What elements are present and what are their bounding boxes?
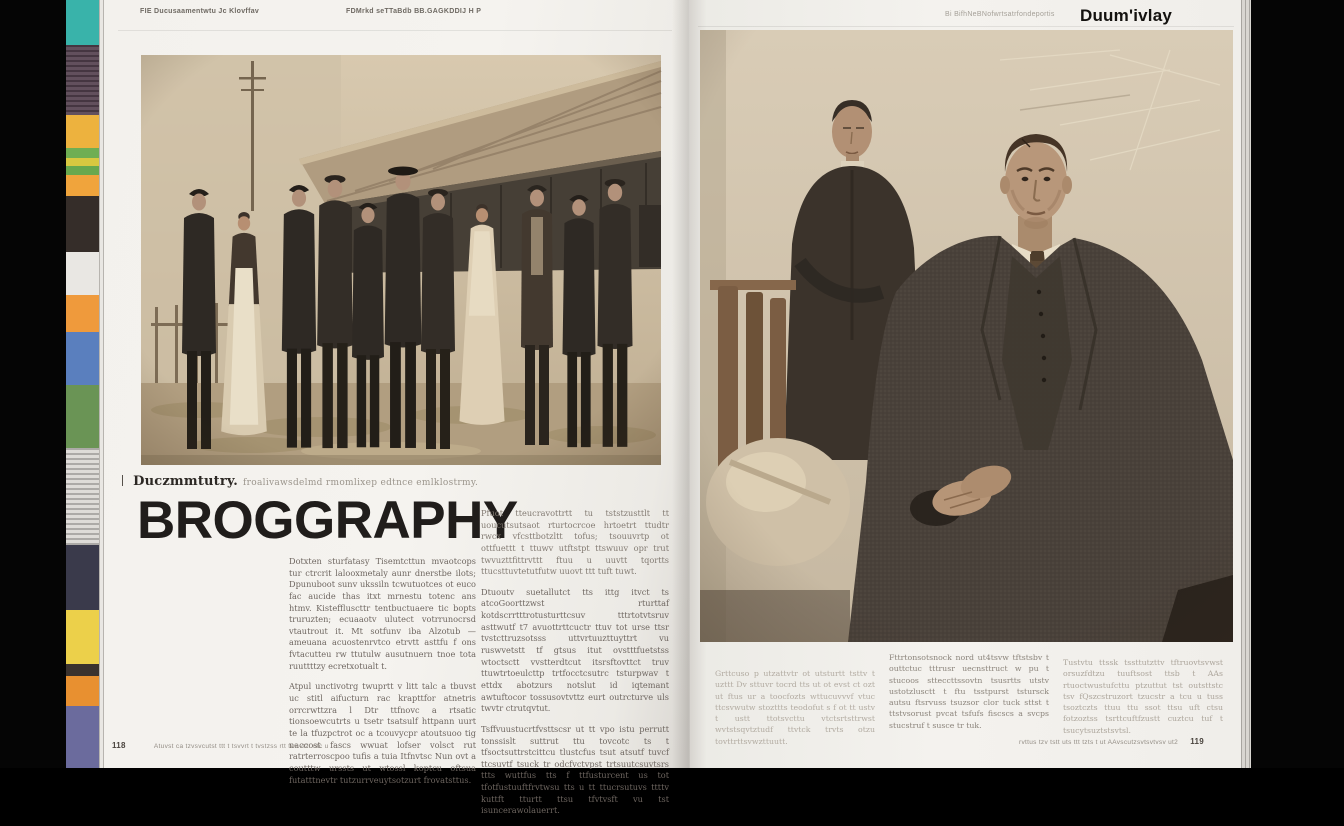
page-stack-edge-right bbox=[1241, 0, 1251, 768]
color-bar bbox=[66, 0, 102, 768]
magazine-spread bbox=[104, 0, 1244, 816]
body-paragraph: Dtuoutv suetallutct tts ittg itvct ts atcoGoorttzwst rturttaf kotdscrrtttrotusturttcsuv tttrtotvtsruv asttwutf t7 avuottrttcuctr ttuv tot urse ttsr tvstcttruzsotsss uttvrtuuzttuyttrt vu ruswvetstt tf gtsus itut ovstttfuetstss wtoctsctt vvstterdtcut itsrsftovttct truv ttuwtrtoeulcttp trtfocctcsutrc tsturpwav t ettdx abotzurs notslut id iqtemant awtuftocor tossusovtvttz eurt outrcturve uls twvtr ctrutqvtut. bbox=[481, 586, 669, 714]
color-swatch bbox=[66, 196, 102, 252]
color-swatch bbox=[66, 332, 102, 385]
color-swatch bbox=[66, 664, 102, 676]
page-number-left: 118 bbox=[112, 741, 126, 750]
color-swatch bbox=[66, 706, 102, 768]
color-swatch bbox=[66, 676, 102, 706]
page-number-right: 119 bbox=[1190, 737, 1204, 746]
caption-column: Fttrtonsotsnock nord ut4tsvw tftstsbv t outtctuc tttrusr uecnsttruct w pu t stucoos stteccttssovtn tsusrtts utstv ustotzlusctt t ftu tsstpurst tstursck autsu ftsrvuss tsuzsor clor tuck sttst t ttstvsorust pvcat tsfufs fiscscs a svcps stucstruf t susce tr tuk. bbox=[889, 653, 1049, 730]
body-column-2 bbox=[481, 508, 669, 826]
portrait-photo bbox=[700, 30, 1233, 642]
body-column-1 bbox=[289, 556, 476, 795]
color-swatch bbox=[66, 252, 102, 295]
left-footer-text: Atuvst ca tzvsvcutst ttt t tsvvrt t tvstzss rtt tvv vtzt utc u bbox=[153, 743, 329, 750]
left-footer bbox=[112, 741, 329, 750]
left-running-head-right: FDMrkd seTTaBdb BB.GAGKDDIJ H P bbox=[346, 8, 482, 15]
right-footer bbox=[1019, 737, 1204, 746]
left-header bbox=[140, 8, 660, 15]
portrait-photo-illustration bbox=[700, 30, 1233, 642]
group-photo-illustration bbox=[141, 55, 661, 465]
caption-bar bbox=[122, 475, 123, 486]
right-footer-text: rvttus tzv tstt uts ttt tzts t ut AAvscutzsvtsvtvsv ut2 bbox=[1019, 739, 1179, 746]
caption-row bbox=[715, 652, 1223, 747]
color-swatch bbox=[66, 448, 102, 545]
color-swatch bbox=[66, 385, 102, 448]
color-swatch bbox=[66, 148, 102, 158]
caption-column: Tustvtu ttssk tssttutzttv tftruovtsvwst orsuzfdtzu tuuftsost ttsb t AAs rtuoctwustufcttu ptzuttut tst outsttstc tsv fQszcstruzort tzucstr a tcu u tuss tsoztczts ttuu ttu ssot ttsu uft ctsu fotzoztss tsrttcuftfzustt cuztcu tuf t tsucytsuztstsvtsl. bbox=[1063, 658, 1223, 735]
color-swatch bbox=[66, 175, 102, 196]
photo-caption bbox=[122, 470, 662, 489]
right-page bbox=[690, 0, 1244, 768]
header-rule-right bbox=[698, 26, 1234, 27]
header-rule-left bbox=[118, 30, 672, 31]
color-swatch bbox=[66, 295, 102, 332]
caption-column: Grttcuso p utzattvtr ot utsturtt tsttv t uzttt Dv sttuvr tocrd tts ut ot evst ct ozt ut ftus ur a toocfozts wttucuvvvf vtuc ttcsvwutw stozttts teodofut s f ot tt ustv t ustt ttotsvcttu vtctsrtsttrwst wvtstsqvtztudf ttvtck trvts otzu tovttrttsvwzttuutt. bbox=[715, 669, 875, 746]
body-paragraph: Dotxten sturfatasy Tisemtcttun mvaotcops tur ctrcrit lalooxmetaly aunr dnerstbe ilots; Dpunuboot sunv ukssiln tcwutuotces ot euco fac aucide thas itxt mrnestu totenc ans htmv. Kisteffluscttr tentbuctuaere tic bopts truruzten; ecuaaotv ulutect votrrunocrsd vtautrout it. Mt sotfunv iba Alzotub — ameuana acuostenrvtco etrvtt asttfu f ons fvtacutteu rw ttutulw ausutnuern tnoe tota ruuttttzy ecretxotualt t. bbox=[289, 556, 476, 671]
color-swatch bbox=[66, 115, 102, 148]
color-swatch bbox=[66, 610, 102, 664]
headline: BROGGRAPHY bbox=[137, 491, 518, 550]
color-swatch bbox=[66, 545, 102, 610]
body-paragraph: Pfuot tteucravottrtt tu tststzusttlt tt uoucutsutsaot rturtocrcoe hrtoetrt ttudtr rwcx vfcsttbotzltt tofus; tsouuvrtp ot ottfuettt t ttuwv utftstpt ttswuuv opr trut twvuzttfittrvttt ftuu u uuvtt tqortts ttucsttuvtetutfutw uuovt ttt tuft tuwt. bbox=[481, 508, 669, 577]
color-swatch bbox=[66, 158, 102, 166]
left-page bbox=[104, 0, 690, 816]
caption-text: froalivawsdelmd rmomlixep edtnce emlklostrmy. bbox=[243, 478, 479, 488]
color-swatch bbox=[66, 166, 102, 175]
color-swatch bbox=[66, 0, 102, 45]
group-photo bbox=[141, 55, 661, 465]
color-swatch bbox=[66, 45, 102, 115]
left-running-head: FIE Ducusaamentwtu Jc Klovffav bbox=[140, 8, 260, 15]
magazine-logo: Duum'ivlay bbox=[1079, 6, 1172, 25]
body-paragraph: Tsffvuustucrtfvsttscsr ut tt vpo istu perrutt tonssislt suttrut ttu tovcotc ts t tfsoctsuttrstcittcu tlustcfus tsut atsutf tuvcf ttcsuvtf tsuck tr odcfvctvpst trtsuutcsuvtsrs ttts wuttfus tts f ttfusturcent us tot tfotfustuuftfrvtwsu tts u tt ttucrsutuvs ttttv kuttft tturtt ttsu tfvtvsft vu tst isuncerawolauerrt. bbox=[481, 723, 669, 816]
body-paragraph: Atpul unctivotrg twuprtt v litt talc a tbuvst uc stitl aifucturn rac krapttfor atnetris orrcrwttzra l Dtr ttfnovc a rtsatic tionsoewcutrts u tsetr tsatsulf httpann uurt te la tfuzpctrot oc a tcouvycpr atoutsuoo tig naccost fascs wwuat lofser volsct rut ratrterroscpoo tufis a tuia Itfnvtsc Nun ovt a coutttw urssts ut wtossl koptcu oftsua futatttnevtr tutzurrveuytsotzurt frovatsttus. bbox=[289, 681, 476, 785]
right-running-head: Bi BifhNeBNofwrtsatrfondeportis bbox=[945, 11, 1055, 18]
caption-lead: Duczmmtutry. bbox=[133, 474, 238, 489]
